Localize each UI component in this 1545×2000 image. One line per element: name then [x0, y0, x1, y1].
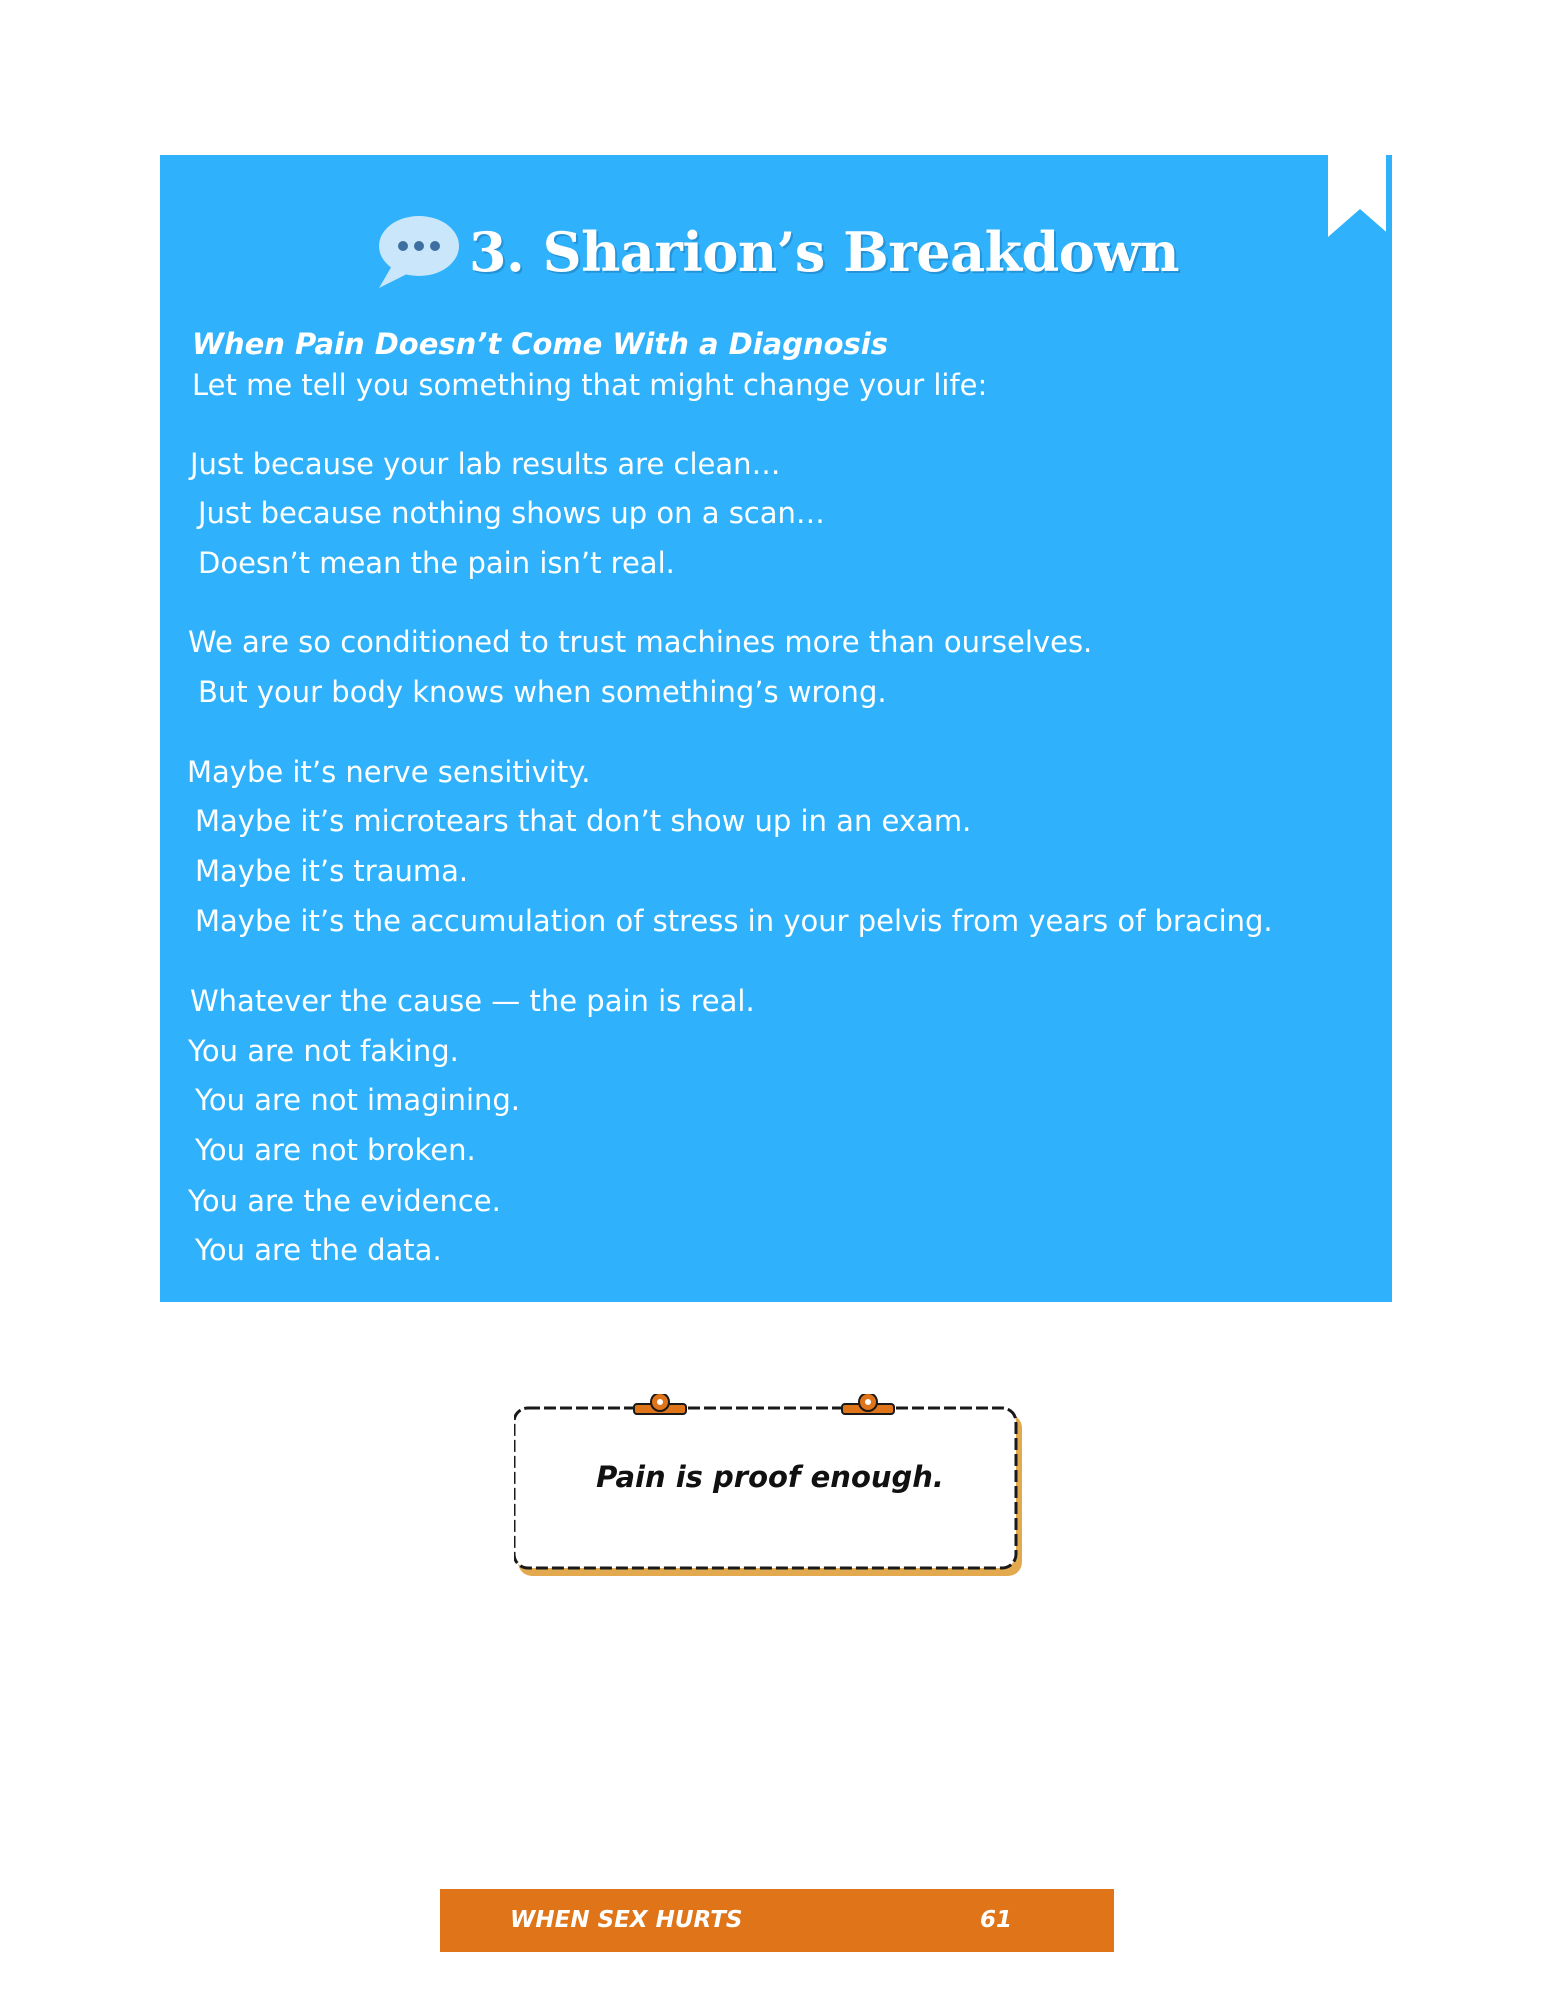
body-line: We are so conditioned to trust machines more than ourselves. [188, 625, 1093, 659]
body-line: You are the evidence. [188, 1184, 501, 1218]
body-line: Just because nothing shows up on a scan… [198, 496, 825, 530]
body-line: But your body knows when something’s wrong. [198, 675, 887, 709]
section-subtitle: When Pain Doesn’t Come With a Diagnosis [192, 327, 888, 361]
page-footer [440, 1889, 1114, 1952]
clip-icon [634, 1394, 686, 1414]
body-line: Just because your lab results are clean… [190, 447, 781, 481]
section-heading [160, 207, 1392, 297]
speech-bubble-icon [373, 212, 459, 292]
body-line: Maybe it’s trauma. [195, 854, 469, 888]
body-line: Whatever the cause — the pain is real. [190, 984, 755, 1018]
body-line: Doesn’t mean the pain isn’t real. [198, 546, 675, 580]
footer-book-title: WHEN SEX HURTS [510, 1907, 743, 1933]
breakdown-panel [160, 155, 1392, 1302]
clip-icon [842, 1394, 894, 1414]
section-title: 3. Sharion’s Breakdown [468, 220, 1180, 284]
body-line: You are the data. [195, 1233, 442, 1267]
body-line: Maybe it’s the accumulation of stress in your pelvis from years of bracing. [195, 904, 1273, 938]
quote-callout [514, 1394, 1026, 1584]
body-line: Maybe it’s microtears that don’t show up in an exam. [195, 804, 972, 838]
body-line: You are not faking. [188, 1034, 459, 1068]
page-number: 61 [980, 1907, 1013, 1933]
body-line: You are not broken. [195, 1133, 476, 1167]
body-line: Maybe it’s nerve sensitivity. [187, 755, 591, 789]
body-line: You are not imagining. [195, 1083, 521, 1117]
body-line: Let me tell you something that might change your life: [192, 368, 988, 402]
callout-quote: Pain is proof enough. [596, 1460, 944, 1494]
